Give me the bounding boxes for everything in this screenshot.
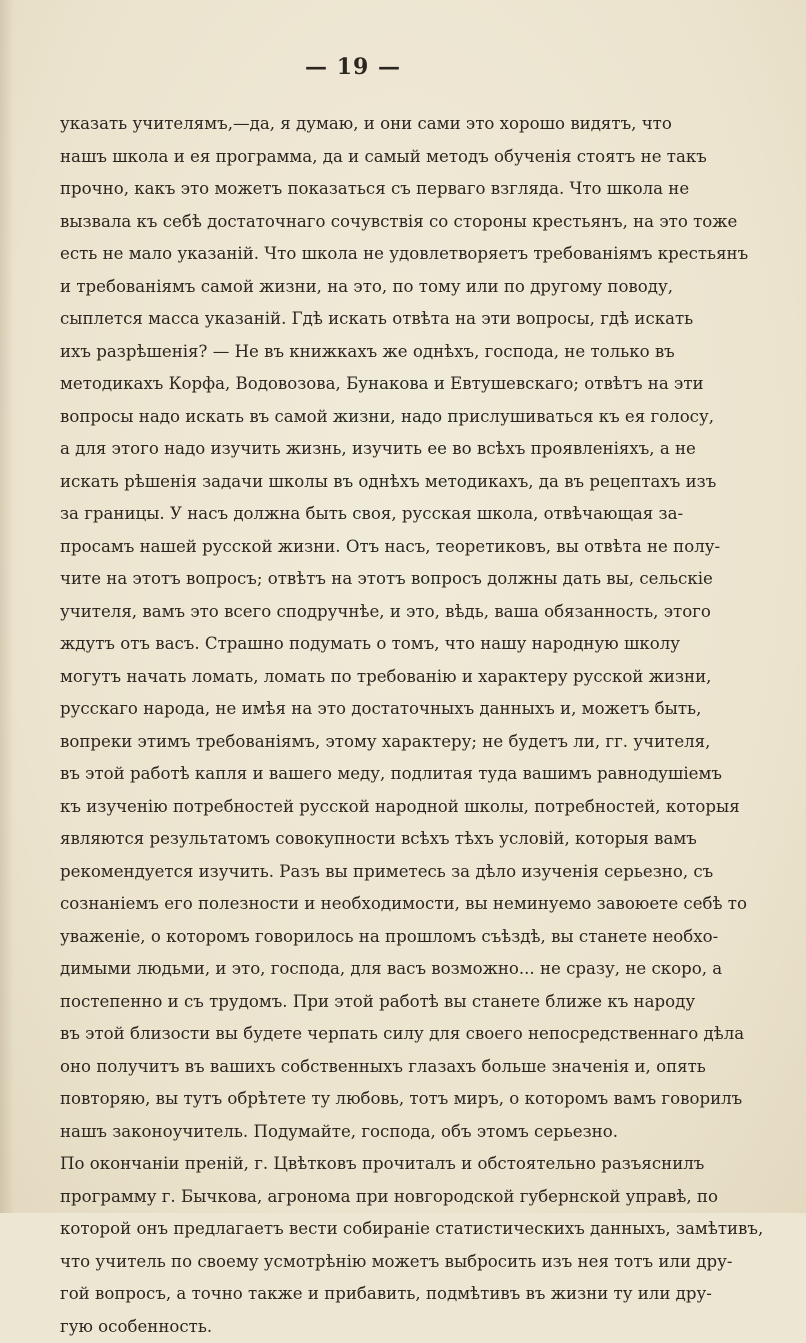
text-line: вопросы надо искать въ самой жизни, надо прислушиваться къ ея голосу, (60, 401, 671, 434)
text-body (60, 108, 671, 1343)
text-line: искать рѣшенія задачи школы въ однѣхъ методикахъ, да въ рецептахъ изъ (60, 466, 671, 499)
text-line: оно получитъ въ вашихъ собственныхъ глазахъ больше значенія и, опять (60, 1051, 671, 1084)
text-line: есть не мало указаній. Что школа не удовлетворяетъ требованіямъ крестьянъ (60, 238, 671, 271)
text-line: въ этой работѣ капля и вашего меду, подлитая туда вашимъ равнодушіемъ (60, 758, 671, 791)
text-line: прочно, какъ это можетъ показаться съ перваго взгляда. Что школа не (60, 173, 671, 206)
text-line: уваженіе, о которомъ говорилось на прошломъ съѣздѣ, вы станете необхо- (60, 921, 671, 954)
text-line: гую особенность. (60, 1311, 671, 1343)
text-line: что учитель по своему усмотрѣнію можетъ выбросить изъ нея тотъ или дру- (60, 1246, 671, 1279)
text-line: сыплется масса указаній. Гдѣ искать отвѣта на эти вопросы, гдѣ искать (60, 303, 671, 336)
text-line: русскаго народа, не имѣя на это достаточныхъ данныхъ и, можетъ быть, (60, 693, 671, 726)
text-line: ихъ разрѣшенія? — Не въ книжкахъ же однѣхъ, господа, не только въ (60, 336, 671, 369)
text-line: программу г. Бычкова, агронома при новгородской губернской управѣ, по (60, 1181, 671, 1214)
text-line: учителя, вамъ это всего сподручнѣе, и это, вѣдь, ваша обязанность, этого (60, 596, 671, 629)
text-line: повторяю, вы тутъ обрѣтете ту любовь, тотъ миръ, о которомъ вамъ говорилъ (60, 1083, 671, 1116)
text-line: являются результатомъ совокупности всѣхъ тѣхъ условій, которыя вамъ (60, 823, 671, 856)
text-line: постепенно и съ трудомъ. При этой работѣ вы станете ближе къ народу (60, 986, 671, 1019)
text-line: сознаніемъ его полезности и необходимости, вы неминуемо завоюете себѣ то (60, 888, 671, 921)
text-line: а для этого надо изучить жизнь, изучить ее во всѣхъ проявленіяхъ, а не (60, 433, 671, 466)
text-line: димыми людьми, и это, господа, для васъ возможно... не сразу, не скоро, а (60, 953, 671, 986)
text-line: чите на этотъ вопросъ; отвѣтъ на этотъ вопросъ должны дать вы, сельскіе (60, 563, 671, 596)
text-line: которой онъ предлагаетъ вести собираніе статистическихъ данныхъ, замѣтивъ, (60, 1213, 671, 1246)
text-line: вызвала къ себѣ достаточнаго сочувствія со стороны крестьянъ, на это тоже (60, 206, 671, 239)
text-line: просамъ нашей русской жизни. Отъ насъ, теоретиковъ, вы отвѣта не полу- (60, 531, 671, 564)
text-line: нашъ законоучитель. Подумайте, господа, объ этомъ серьезно. (60, 1116, 671, 1149)
text-line: гой вопросъ, а точно также и прибавить, подмѣтивъ въ жизни ту или дру- (60, 1278, 671, 1311)
text-line: По окончаніи преній, г. Цвѣтковъ прочиталъ и обстоятельно разъяснилъ (60, 1148, 671, 1181)
text-line: вопреки этимъ требованіямъ, этому характеру; не будетъ ли, гг. учителя, (60, 726, 671, 759)
page-number: — 19 — (0, 54, 706, 80)
text-line: ждутъ отъ васъ. Страшно подумать о томъ, что нашу народную школу (60, 628, 671, 661)
text-line: указать учителямъ,—да, я думаю, и они сами это хорошо видятъ, что (60, 108, 671, 141)
text-line: въ этой близости вы будете черпать силу для своего непосредственнаго дѣла (60, 1018, 671, 1051)
text-line: рекомендуется изучить. Разъ вы приметесь за дѣло изученія серьезно, съ (60, 856, 671, 889)
text-line: могутъ начать ломать, ломать по требованію и характеру русской жизни, (60, 661, 671, 694)
text-line: и требованіямъ самой жизни, на это, по тому или по другому поводу, (60, 271, 671, 304)
text-line: къ изученію потребностей русской народной школы, потребностей, которыя (60, 791, 671, 824)
text-line: нашъ школа и ея программа, да и самый методъ обученія стоятъ не такъ (60, 141, 671, 174)
text-line: за границы. У насъ должна быть своя, русская школа, отвѣчающая за- (60, 498, 671, 531)
text-line: методикахъ Корфа, Водовозова, Бунакова и Евтушевскаго; отвѣтъ на эти (60, 368, 671, 401)
